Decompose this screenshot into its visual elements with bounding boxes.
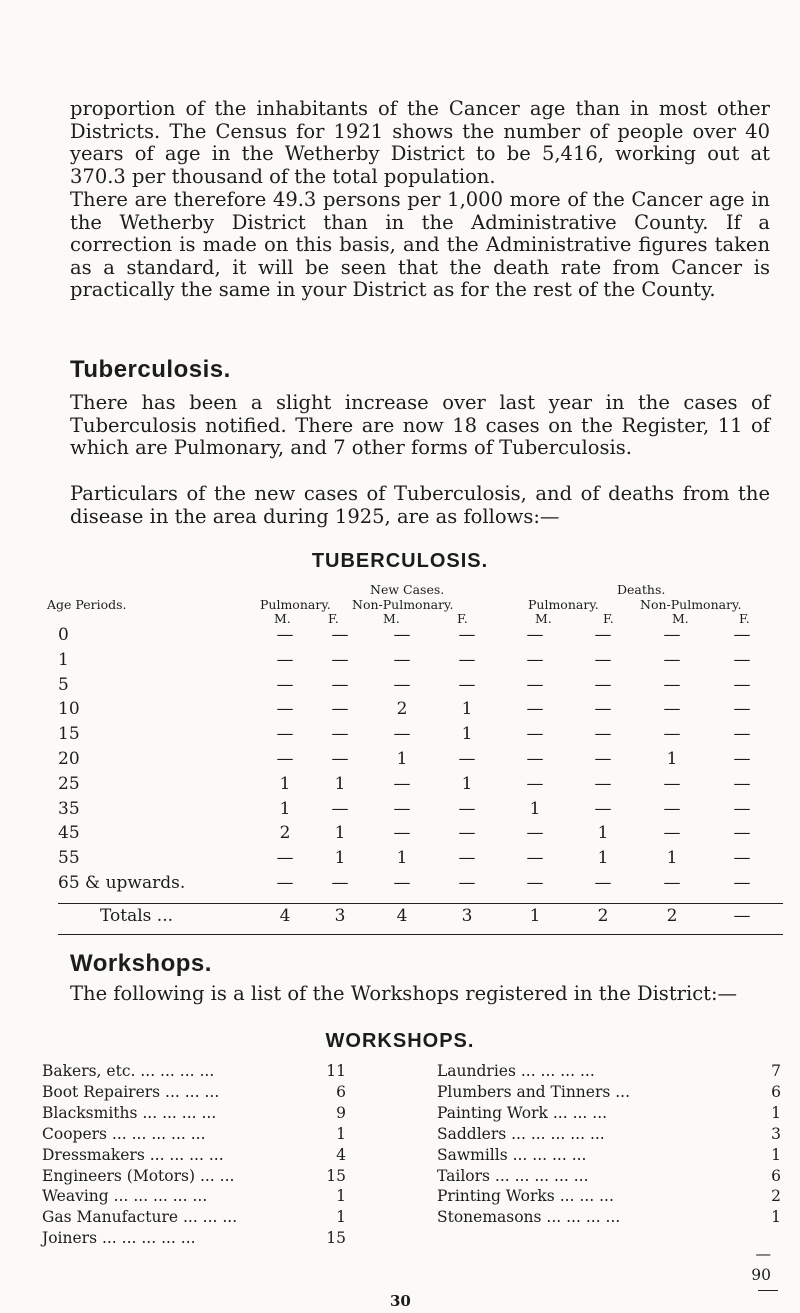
new-non-pulmonary-header: Non-Pulmonary. <box>352 597 454 612</box>
tuberculosis-table-title: TUBERCULOSIS. <box>311 550 489 572</box>
workshop-count: 6 <box>771 1082 781 1101</box>
table-cell: — <box>458 674 476 695</box>
age-period-label: 5 <box>58 674 69 695</box>
table-cell: 2 <box>279 823 291 844</box>
table-cell: — <box>594 749 612 769</box>
mf-header-f: F. <box>328 611 339 626</box>
workshop-name: Dressmakers ... ... ... ... <box>42 1145 224 1164</box>
table-cell: — <box>733 749 751 769</box>
age-period-label: 35 <box>58 798 80 819</box>
table-cell: — <box>526 674 544 695</box>
deaths-pulmonary-header: Pulmonary. <box>528 597 599 612</box>
workshop-count: 9 <box>336 1103 346 1122</box>
workshop-name: Printing Works ... ... ... <box>437 1187 614 1206</box>
table-cell: 1 <box>279 773 291 794</box>
table-cell: — <box>276 649 294 670</box>
workshop-count: 1 <box>336 1187 346 1206</box>
total-cell: 2 <box>597 906 609 926</box>
table-cell: 1 <box>597 848 609 869</box>
workshop-count: 1 <box>771 1145 781 1164</box>
workshop-name: Painting Work ... ... ... <box>437 1103 608 1122</box>
table-cell: — <box>276 674 294 695</box>
workshop-name: Saddlers ... ... ... ... ... <box>437 1124 605 1143</box>
workshops-heading: Workshops. <box>70 950 212 977</box>
table-cell: 1 <box>279 798 291 819</box>
table-row <box>0 625 800 649</box>
table-cell: — <box>526 724 544 745</box>
table-cell: — <box>526 649 544 670</box>
workshops-total-dash: — <box>755 1245 771 1263</box>
workshop-name: Plumbers and Tinners ... <box>437 1082 631 1101</box>
tuberculosis-heading: Tuberculosis. <box>70 356 231 383</box>
table-row <box>0 675 800 699</box>
table-cell: — <box>393 798 411 819</box>
tuberculosis-paragraph-2: Particulars of the new cases of Tuberculosis, and of deaths from the disease in the area during 1925, are as follows:— <box>70 482 770 528</box>
table-cell: — <box>393 724 411 745</box>
age-period-label: 15 <box>58 724 80 745</box>
workshops-table-title: WORKSHOPS. <box>325 1030 475 1052</box>
intro-paragraph-1: proportion of the inhabitants of the Cancer age than in most other Districts. The Census for 1921 shows the number of people over 40 years of age in the Wetherby District to be 5,416, working out at 370.3 per thousand of the total population. <box>70 97 770 188</box>
workshop-count: 1 <box>336 1124 346 1143</box>
table-cell: — <box>393 625 411 645</box>
table-row <box>0 848 800 872</box>
totals-rule-top <box>58 903 783 904</box>
table-cell: — <box>458 848 476 869</box>
table-cell: — <box>733 873 751 893</box>
table-row <box>0 650 800 674</box>
table-row <box>0 749 800 773</box>
table-cell: — <box>393 649 411 670</box>
workshop-name: Engineers (Motors) ... ... <box>42 1166 235 1185</box>
table-cell: 1 <box>666 848 678 869</box>
mf-header-m: M. <box>535 611 552 626</box>
age-period-label: 20 <box>58 749 80 769</box>
age-period-label: 65 & upwards. <box>58 873 186 893</box>
total-cell: 2 <box>666 906 678 926</box>
table-cell: — <box>276 699 294 720</box>
table-row <box>0 774 800 798</box>
table-cell: — <box>733 798 751 819</box>
table-cell: — <box>331 798 349 819</box>
workshop-name: Tailors ... ... ... ... ... <box>437 1166 589 1185</box>
table-cell: — <box>594 625 612 645</box>
mf-header-m: M. <box>672 611 689 626</box>
age-period-label: 1 <box>58 649 69 670</box>
workshop-name: Gas Manufacture ... ... ... <box>42 1208 238 1227</box>
table-cell: — <box>594 798 612 819</box>
table-cell: — <box>526 873 544 893</box>
mf-header-f: F. <box>603 611 614 626</box>
table-cell: 1 <box>461 724 473 745</box>
workshop-name: Weaving ... ... ... ... ... <box>42 1187 208 1206</box>
workshop-count: 15 <box>326 1229 346 1248</box>
table-cell: — <box>663 823 681 844</box>
table-cell: — <box>663 699 681 720</box>
age-period-label: 0 <box>58 625 69 645</box>
table-cell: — <box>594 674 612 695</box>
workshop-name: Blacksmiths ... ... ... ... <box>42 1103 217 1122</box>
workshops-total-rule <box>758 1290 778 1291</box>
table-cell: — <box>458 798 476 819</box>
table-cell: — <box>594 873 612 893</box>
table-cell: — <box>663 773 681 794</box>
table-cell: 1 <box>334 848 346 869</box>
table-cell: — <box>526 625 544 645</box>
totals-label: Totals ... <box>100 906 173 926</box>
table-cell: — <box>594 649 612 670</box>
table-cell: — <box>526 699 544 720</box>
table-cell: — <box>393 674 411 695</box>
table-cell: — <box>458 873 476 893</box>
table-cell: — <box>458 625 476 645</box>
table-cell: — <box>276 848 294 869</box>
age-periods-header: Age Periods. <box>47 597 127 612</box>
table-cell: 2 <box>396 699 408 720</box>
total-cell: 3 <box>334 906 346 926</box>
mf-header-f: F. <box>457 611 468 626</box>
age-period-label: 45 <box>58 823 80 844</box>
workshop-count: 2 <box>771 1187 781 1206</box>
table-cell: — <box>331 699 349 720</box>
table-cell: 1 <box>666 749 678 769</box>
workshop-count: 6 <box>336 1082 346 1101</box>
total-cell: 4 <box>279 906 291 926</box>
table-cell: 1 <box>334 773 346 794</box>
workshop-count: 15 <box>326 1166 346 1185</box>
table-cell: — <box>663 798 681 819</box>
workshop-count: 1 <box>336 1208 346 1227</box>
table-cell: — <box>594 699 612 720</box>
workshop-count: 1 <box>771 1208 781 1227</box>
table-cell: — <box>526 773 544 794</box>
age-period-label: 10 <box>58 699 80 720</box>
table-cell: — <box>663 873 681 893</box>
deaths-non-pulmonary-header: Non-Pulmonary. <box>640 597 742 612</box>
table-cell: — <box>663 625 681 645</box>
table-cell: — <box>733 823 751 844</box>
table-cell: — <box>331 873 349 893</box>
table-cell: — <box>331 625 349 645</box>
workshop-count: 7 <box>771 1062 781 1080</box>
table-cell: — <box>733 848 751 869</box>
workshop-count: 6 <box>771 1166 781 1185</box>
table-cell: — <box>526 749 544 769</box>
table-cell: 1 <box>597 823 609 844</box>
workshop-name: Stonemasons ... ... ... ... <box>437 1208 621 1227</box>
total-cell: 4 <box>396 906 408 926</box>
table-row <box>0 799 800 823</box>
workshop-name: Laundries ... ... ... ... <box>437 1062 595 1080</box>
table-cell: — <box>733 773 751 794</box>
table-cell: — <box>276 749 294 769</box>
table-cell: 1 <box>461 699 473 720</box>
table-cell: — <box>663 674 681 695</box>
table-row <box>0 823 800 847</box>
table-cell: — <box>331 674 349 695</box>
table-cell: — <box>526 848 544 869</box>
tuberculosis-paragraph-1: There has been a slight increase over last year in the cases of Tuberculosis notified. There are now 18 cases on the Register, 11 of which are Pulmonary, and 7 other forms of Tuberculosis. <box>70 391 770 460</box>
workshops-total: 90 <box>751 1266 771 1284</box>
workshop-name: Bakers, etc. ... ... ... ... <box>42 1062 215 1080</box>
table-cell: — <box>331 649 349 670</box>
age-period-label: 25 <box>58 773 80 794</box>
table-cell: — <box>733 724 751 745</box>
table-cell: — <box>594 724 612 745</box>
table-cell: — <box>733 699 751 720</box>
table-cell: — <box>276 625 294 645</box>
table-cell: — <box>733 674 751 695</box>
total-cell: 3 <box>461 906 473 926</box>
table-row <box>0 873 800 897</box>
workshop-count: 4 <box>336 1145 346 1164</box>
table-cell: — <box>594 773 612 794</box>
totals-row <box>0 906 800 930</box>
table-cell: — <box>458 823 476 844</box>
table-cell: — <box>663 724 681 745</box>
deaths-header: Deaths. <box>617 582 666 597</box>
table-cell: — <box>393 773 411 794</box>
table-cell: — <box>526 823 544 844</box>
table-cell: — <box>458 749 476 769</box>
table-cell: — <box>276 873 294 893</box>
age-period-label: 55 <box>58 848 80 869</box>
table-row <box>0 699 800 723</box>
mf-header-m: M. <box>383 611 400 626</box>
table-cell: — <box>331 724 349 745</box>
new-cases-header: New Cases. <box>370 582 445 597</box>
table-cell: — <box>393 873 411 893</box>
mf-header-f: F. <box>739 611 750 626</box>
workshop-count: 3 <box>771 1124 781 1143</box>
total-cell: — <box>733 906 751 926</box>
page-number: 30 <box>390 1292 411 1310</box>
table-row <box>0 724 800 748</box>
workshop-name: Coopers ... ... ... ... ... <box>42 1124 206 1143</box>
table-cell: 1 <box>461 773 473 794</box>
table-cell: — <box>393 823 411 844</box>
table-cell: 1 <box>396 749 408 769</box>
new-pulmonary-header: Pulmonary. <box>260 597 331 612</box>
workshop-name: Boot Repairers ... ... ... <box>42 1082 220 1101</box>
table-cell: 1 <box>334 823 346 844</box>
totals-rule-bottom <box>58 934 783 935</box>
table-cell: — <box>276 724 294 745</box>
intro-paragraph-2: There are therefore 49.3 persons per 1,000 more of the Cancer age in the Wetherby District than in the Administrative County. If a correction is made on this basis, and the Administrative figures taken as a standard, it will be seen that the death rate from Cancer is practically the same in your District as for the rest of the County. <box>70 188 770 302</box>
table-cell: 1 <box>529 798 541 819</box>
table-cell: — <box>458 649 476 670</box>
table-cell: — <box>331 749 349 769</box>
workshop-count: 11 <box>326 1062 346 1080</box>
table-cell: 1 <box>396 848 408 869</box>
workshop-name: Joiners ... ... ... ... ... <box>42 1229 196 1248</box>
total-cell: 1 <box>529 906 541 926</box>
workshop-count: 1 <box>771 1103 781 1122</box>
mf-header-m: M. <box>274 611 291 626</box>
table-cell: — <box>663 649 681 670</box>
table-cell: — <box>733 649 751 670</box>
workshop-name: Sawmills ... ... ... ... <box>437 1145 587 1164</box>
table-cell: — <box>733 625 751 645</box>
workshops-paragraph: The following is a list of the Workshops registered in the District:— <box>70 982 738 1005</box>
